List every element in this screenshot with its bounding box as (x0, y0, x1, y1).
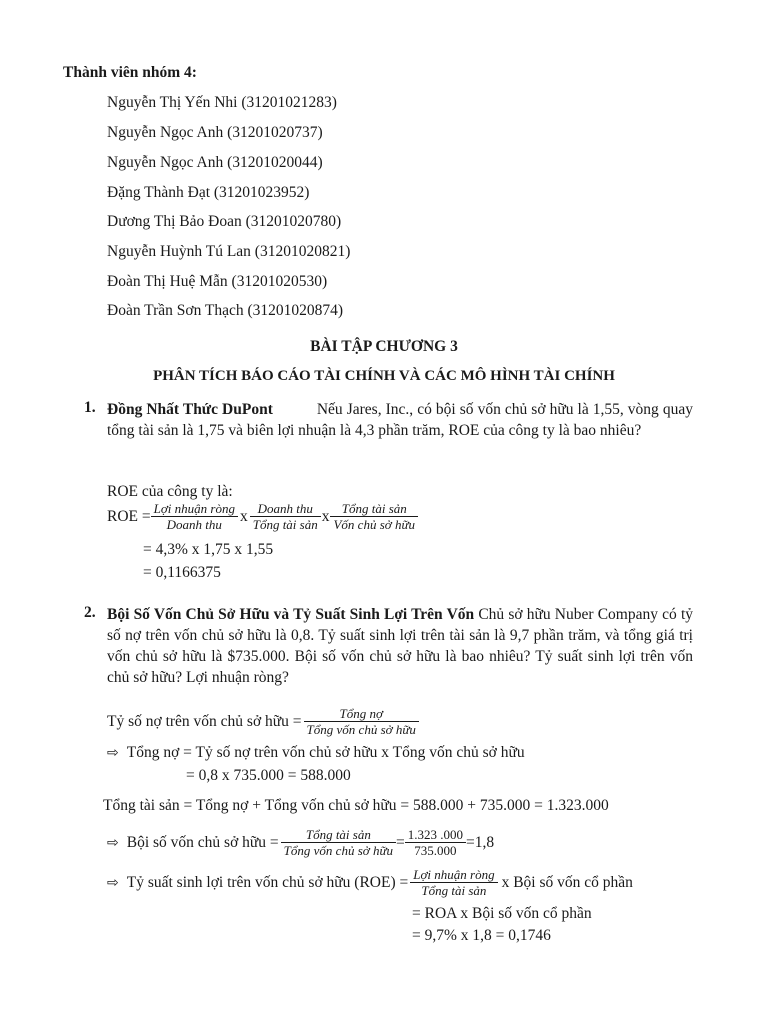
q2-equity-multiplier (107, 827, 494, 858)
list-item: Dương Thị Bảo Đoan (31201020780) (107, 213, 342, 230)
q2-ratio-formula (107, 706, 419, 737)
fraction-denominator: Tổng tài sản (421, 883, 487, 898)
fraction-numerator: Doanh thu (250, 501, 321, 517)
question-2-number: 2. (84, 604, 96, 621)
q1-fraction-1 (151, 501, 238, 532)
question-1-text (107, 399, 693, 441)
fraction-numerator: 1.323 .000 (405, 827, 466, 843)
fraction-denominator: Tổng vốn chủ sở hữu (283, 843, 394, 858)
chapter-title: BÀI TẬP CHƯƠNG 3 (310, 338, 458, 355)
q1-fraction-2 (250, 501, 321, 532)
q2-debt-text: Tổng nợ = Tỷ số nợ trên vốn chủ sở hữu x Tổng vốn chủ sở hữu (126, 744, 525, 761)
q2-ratio-lhs: Tỷ số nợ trên vốn chủ sở hữu = (107, 712, 302, 730)
fraction-denominator: Vốn chủ sở hữu (333, 517, 416, 532)
fraction-numerator: Lợi nhuận ròng (410, 867, 497, 883)
q2-roe-step-3: = 9,7% x 1,8 = 0,1746 (412, 927, 551, 944)
q2-roe-formula (107, 867, 633, 898)
fraction-numerator: Tổng tài sản (281, 827, 396, 843)
list-item: Đặng Thành Đạt (31201023952) (107, 184, 310, 201)
fraction-numerator: Tổng tài sản (330, 501, 418, 517)
q2-em-value-fraction (405, 827, 466, 858)
fraction-denominator: Tổng tài sản (252, 517, 318, 532)
list-item: Đoàn Trần Sơn Thạch (31201020874) (107, 302, 344, 319)
implies-arrow-icon: ⇨ (107, 745, 119, 761)
times-sign: x (321, 507, 330, 525)
q1-lhs: ROE = (107, 507, 151, 525)
q2-debt-calc: = 0,8 x 735.000 = 588.000 (186, 767, 351, 784)
q1-formula (107, 501, 418, 532)
q2-roe-lhs: Tỷ suất sinh lợi trên vốn chủ sở hữu (ROE) = (126, 873, 409, 891)
q2-em-lhs: Bội số vốn chủ sở hữu = (126, 833, 279, 851)
chapter-subtitle: PHÂN TÍCH BÁO CÁO TÀI CHÍNH VÀ CÁC MÔ HÌNH TÀI CHÍNH (153, 368, 615, 384)
question-1-body: Nếu Jares, Inc., có bội số vốn chủ sở hữu là 1,55, vòng quay tổng tài sản là 1,75 và biên lợi nhuận là 4,3 phần trăm, ROE của công ty là bao nhiêu? (107, 401, 693, 439)
q1-fraction-3 (330, 501, 418, 532)
q1-step-3: = 0,1166375 (143, 564, 221, 581)
q2-assets-line: Tổng tài sản = Tổng nợ + Tổng vốn chủ sở hữu = 588.000 + 735.000 = 1.323.000 (103, 797, 609, 814)
fraction-numerator: Lợi nhuận ròng (151, 501, 238, 517)
q1-intro: ROE của công ty là: (107, 483, 233, 500)
q2-em-result: =1,8 (466, 833, 495, 851)
members-heading: Thành viên nhóm 4: (63, 64, 197, 81)
list-item: Nguyễn Ngọc Anh (31201020737) (107, 124, 323, 141)
fraction-denominator: 735.000 (414, 843, 457, 858)
list-item: Nguyễn Thị Yến Nhi (31201021283) (107, 94, 337, 111)
times-sign: x (239, 507, 248, 525)
list-item: Nguyễn Huỳnh Tú Lan (31201020821) (107, 243, 351, 260)
fraction-numerator: Tổng nợ (304, 706, 419, 722)
fraction-denominator: Doanh thu (166, 517, 222, 532)
implies-arrow-icon: ⇨ (107, 834, 119, 851)
question-2-title: Bội Số Vốn Chủ Sở Hữu và Tỷ Suất Sinh Lợi Trên Vốn (107, 606, 475, 623)
equals-sign: = (396, 833, 405, 851)
q2-roe-step-2: = ROA x Bội số vốn cổ phần (412, 905, 592, 922)
q2-roe-fraction (410, 867, 497, 898)
fraction-denominator: Tổng vốn chủ sở hữu (306, 722, 416, 737)
question-2-body: Chủ sở hữu Nuber Company có tỷ số nợ trên vốn chủ sở hữu là 0,8. Tỷ suất sinh lợi trên tài sản là 9,7 phần trăm, và tổng giá trị vốn chủ sở hữu là $735.000. Bội số vốn chủ sở hữu là bao nhiêu? Tỷ suất sinh lợi trên vốn chủ sở hữu? Lợi nhuận ròng? (107, 606, 693, 686)
question-1-number: 1. (84, 399, 96, 416)
list-item: Nguyễn Ngọc Anh (31201020044) (107, 154, 323, 171)
q2-ratio-fraction (304, 706, 419, 737)
q2-debt-line (107, 744, 525, 762)
question-2-text (107, 604, 693, 688)
question-1-title: Đồng Nhất Thức DuPont (107, 401, 273, 418)
q1-step-2: = 4,3% x 1,75 x 1,55 (143, 541, 274, 558)
q2-roe-rhs: x Bội số vốn cổ phần (501, 873, 633, 891)
list-item: Đoàn Thị Huệ Mẫn (31201020530) (107, 273, 328, 290)
q2-em-fraction (281, 827, 396, 858)
implies-arrow-icon: ⇨ (107, 874, 119, 891)
